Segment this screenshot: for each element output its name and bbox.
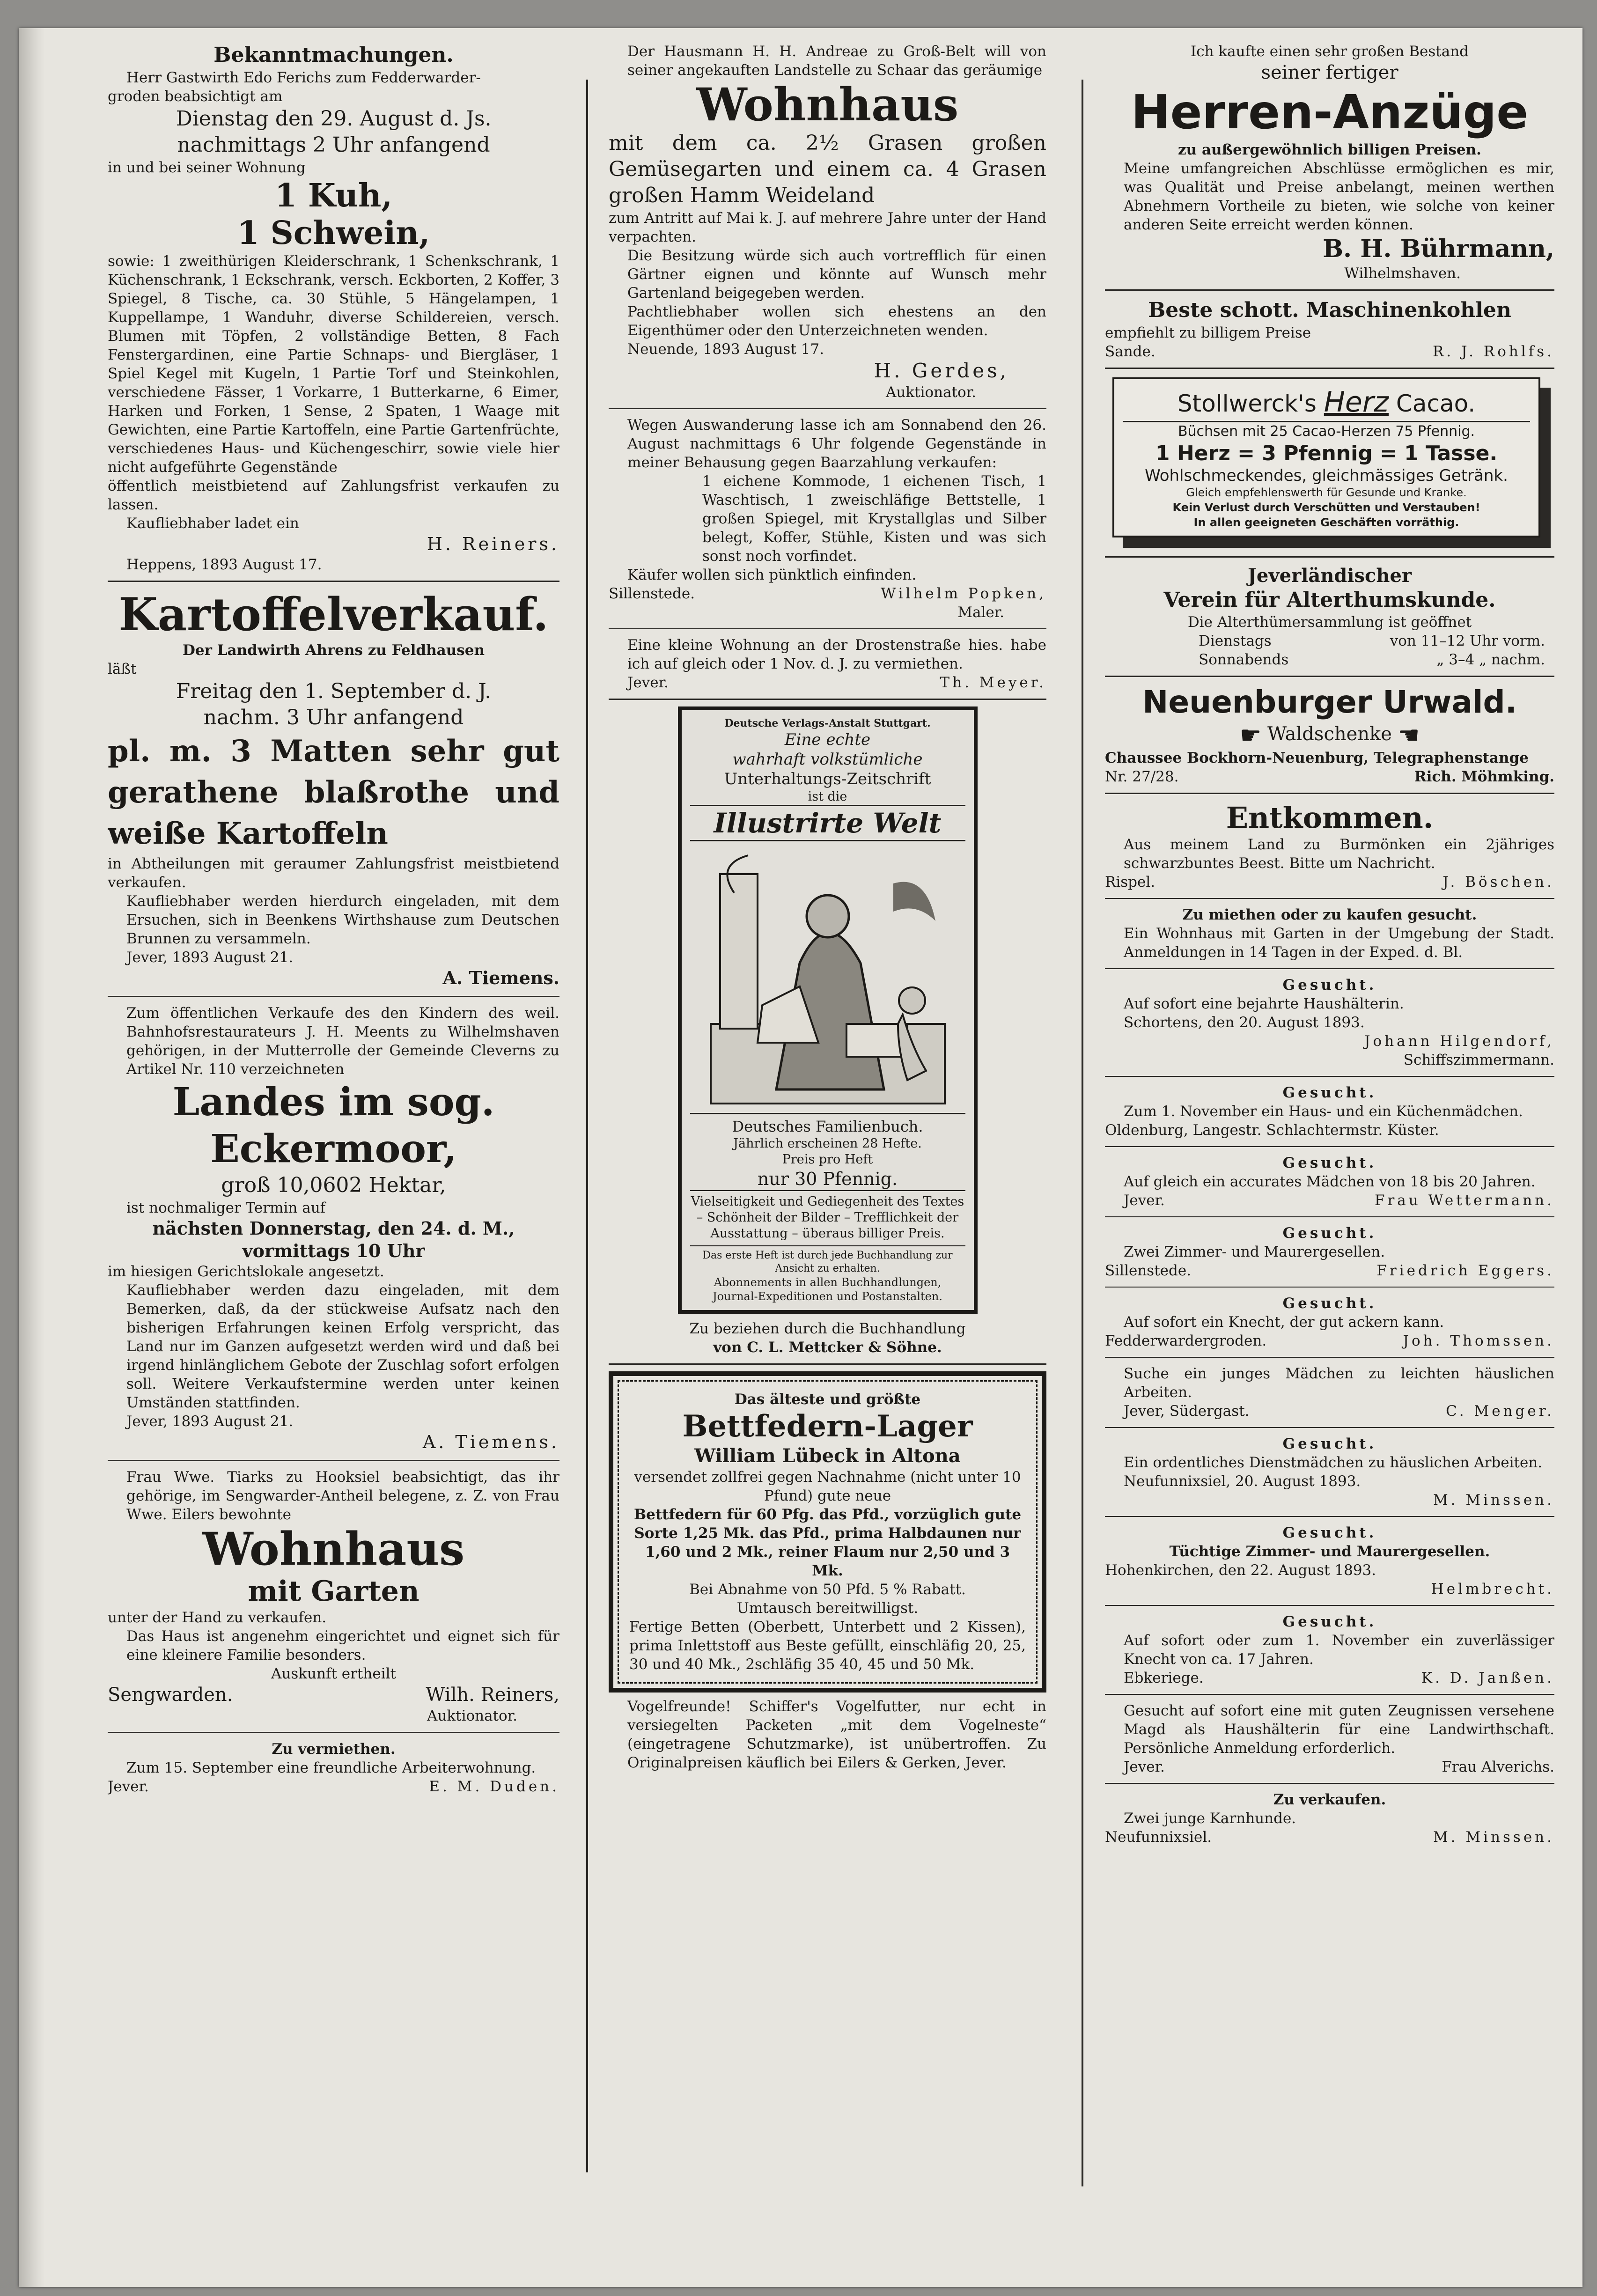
ad-vogelfutter: [609, 1697, 1046, 1772]
ad-heading: Gesucht.: [1282, 1084, 1377, 1101]
ad-place: Wilhelmshaven.: [1344, 265, 1461, 282]
divider: [1105, 1427, 1554, 1428]
ad-text: zu außergewöhnlich billigen Preisen.: [1178, 141, 1481, 158]
ad-text: öffentlich meistbietend auf Zahlungsfrist verkaufen zu lassen.: [108, 478, 559, 513]
ad-gesucht-maedchen: [1105, 1083, 1554, 1140]
table-cell: „ 3–4 „ nachm.: [1436, 651, 1545, 668]
allegorical-figure-illustration: [706, 846, 949, 1108]
ad-wohnhaus-andreae: [609, 42, 1046, 402]
ad-auction-ferichs: [108, 42, 559, 574]
ad-headline: Landes im sog. Eckermoor,: [172, 1080, 495, 1171]
ad-heading: Gesucht.: [1282, 1225, 1377, 1242]
ad-body: Suche ein junges Mädchen zu leichten häuslichen Arbeiten.: [1124, 1365, 1554, 1401]
ad-big-text: pl. m. 3 Matten sehr gut gerathene blaßrothe und weiße Kartoffeln: [108, 734, 559, 851]
ad-place: Oldenburg, Langestr. Schlachtermstr. Küster.: [1105, 1122, 1439, 1139]
ad-role: Auktionator.: [885, 384, 976, 401]
ad-signature: J. Böschen.: [1442, 874, 1554, 890]
ad-zu-verkaufen: [1105, 1790, 1554, 1847]
divider: [1105, 1287, 1554, 1288]
ad-headline: Kartoffelverkauf.: [118, 588, 549, 641]
ad-body: Zwei junge Karnhunde.: [1124, 1810, 1296, 1827]
ad-wohnhaus-tiarks: [108, 1468, 559, 1725]
ad-body: Das Haus ist angenehm eingerichtet und eignet sich für eine kleinere Familie besonders.: [126, 1628, 559, 1663]
ad-item: 1 Schwein,: [237, 214, 430, 252]
ad-place-date: Hohenkirchen, den 22. August 1893.: [1105, 1562, 1376, 1579]
ad-headline: Beste schott. Maschinenkohlen: [1148, 298, 1511, 322]
ad-headline: Wohnhaus: [696, 78, 959, 131]
ad-place: Sillenstede.: [609, 585, 695, 602]
ad-herren-anzuege: [1105, 42, 1554, 283]
ad-body: Pachtliebhaber wollen sich ehestens an den Eigenthümer oder den Unterzeichneten wenden.: [627, 303, 1046, 339]
ad-heading: Gesucht.: [1282, 1613, 1377, 1630]
ad-text: von C. L. Mettcker & Söhne.: [713, 1339, 942, 1356]
ad-time: nachm. 3 Uhr anfangend: [203, 706, 464, 729]
ad-body: Gesucht auf sofort eine mit guten Zeugnissen versehene Magd als Haushälterin für eine Landwirthschaft. Persönliche Anmeldung erforderlich.: [1124, 1702, 1554, 1757]
table-cell: Dienstags: [1199, 633, 1272, 649]
divider: [1105, 1146, 1554, 1147]
ad-signature: Friedrich Eggers.: [1376, 1262, 1554, 1279]
divider: [108, 996, 559, 997]
ad-auswanderung: [609, 416, 1046, 622]
ad-subheadline: mit Garten: [248, 1575, 419, 1608]
ad-kartoffelverkauf: [108, 589, 559, 989]
ad-role: Maler.: [957, 604, 1004, 621]
divider: [1105, 1694, 1554, 1695]
ad-body: Zum 15. September eine freundliche Arbeiterwohnung.: [126, 1759, 536, 1776]
ad-gesucht-accurat: [1105, 1154, 1554, 1210]
divider: [1105, 1605, 1554, 1606]
ad-role: Schiffszimmermann.: [1403, 1052, 1554, 1068]
ad-text: 1 Herz = 3 Pfennig = 1 Tasse.: [1155, 442, 1498, 465]
brand-herz-logo: Herz: [1324, 386, 1389, 419]
ad-date: nächsten Donnerstag, den 24. d. M.,: [152, 1218, 515, 1239]
ad-text: unter der Hand zu verkaufen.: [108, 1609, 327, 1626]
ad-size: groß 10,0602 Hektar,: [221, 1173, 446, 1197]
ad-body: Vogelfreunde! Schiffer's Vogelfutter, nur echt in versiegelten Packeten „mit dem Vogelneste“ (eingetragene Schutzmarke), ist unübertroffen. Zu Originalpreisen käuflich bei Eilers & Gerken, Jever.: [627, 1698, 1046, 1771]
ad-suche-maedchen: [1105, 1364, 1554, 1420]
ad-signature: H. Reiners.: [427, 534, 559, 554]
ad-body: Fertige Betten (Oberbett, Unterbett und 2 Kissen), prima Inlettstoff aus Beste gefüllt, einschläfig 20, 25, 30 und 40 Mk., 2schläfig 35 40, 45 und 50 Mk.: [629, 1619, 1026, 1673]
ad-gesucht-dienstmaedchen: [1105, 1435, 1554, 1509]
poster-price: nur 30 Pfennig.: [757, 1169, 898, 1189]
ad-date: Freitag den 1. September d. J.: [176, 679, 492, 703]
ad-gesucht-gesellen: [1105, 1224, 1554, 1280]
poster-text: Deutsches Familienbuch.: [690, 1113, 965, 1136]
divider: [609, 408, 1046, 409]
ad-text: Herr Gastwirth Edo Ferichs zum Fedderwarder-: [126, 69, 481, 86]
poster-text: Abonnements in allen Buchhandlungen, Journal-Expeditionen und Postanstalten.: [713, 1276, 942, 1303]
ad-place-date: Neuende, 1893 August 17.: [627, 341, 824, 358]
ad-heading: Gesucht.: [1282, 1435, 1377, 1452]
ad-signature: Joh. Thomssen.: [1403, 1332, 1554, 1349]
ad-headline: Wohnhaus: [202, 1523, 465, 1575]
divider: [1105, 968, 1554, 969]
ad-headline: Bettfedern-Lager: [682, 1409, 973, 1444]
ad-text: seiner fertiger: [1261, 62, 1398, 83]
ad-text: In allen geeigneten Geschäften vorräthig.: [1193, 516, 1459, 529]
ad-text: Kein Verlust durch Verschütten und Verstauben!: [1172, 501, 1480, 514]
ad-bettfedern-lager: [609, 1371, 1046, 1693]
ad-place-date: Heppens, 1893 August 17.: [126, 556, 322, 573]
ad-signature: Rich. Möhmking.: [1414, 768, 1554, 785]
ad-body: sowie: 1 zweithürigen Kleiderschrank, 1 Schenkschrank, 1 Küchenschrank, 1 Eckschrank, versch. Eckborten, 2 Koffer, 3 Spiegel, 8 Tische, ca. 30 Stühle, 5 Hängelampen, 1 Kuppellampe, 1 Wanduhr, diverse Schildereien, versch. Blumen mit Töpfen, 2 vollständige Betten, 8 Fach Fenstergardinen, eine Partie Schnaps- und Biergläser, 1 Spiel Kegel mit Kugeln, 1 Partie Torf und Steinkohlen, verschiedene Fässer, 1 Vorkarre, 1 Butterkarne, 6 Eimer, Harken und Forken, 1 Sense, 2 Spaten, 1 Waage mit Gewichten, eine Partie Kartoffeln, eine Partie Gartenfrüchte, verschiedenes Haus- und Küchengeschirr, sowie viele hier nicht aufgeführte Gegenstände: [108, 253, 559, 476]
ad-intro: Der Hausmann H. H. Andreae zu Groß-Belt will von seiner angekauften Landstelle zu Schaar das geräumige: [627, 43, 1046, 79]
ad-signature: R. J. Rohlfs.: [1433, 343, 1554, 360]
publisher-text: Deutsche Verlags-Anstalt Stuttgart.: [724, 717, 931, 729]
ad-text: in und bei seiner Wohnung: [108, 159, 306, 176]
ad-illustrirte-welt: [678, 706, 978, 1314]
divider: [1105, 556, 1554, 558]
ad-signature: H. Gerdes,: [874, 359, 1009, 382]
ad-text: Auskunft ertheilt: [271, 1665, 396, 1682]
ad-wohnung-meyer: [609, 636, 1046, 692]
poster-text: ist die: [808, 789, 847, 804]
ad-time: vormittags 10 Uhr: [242, 1240, 425, 1261]
ad-text: ist nochmaliger Termin auf: [126, 1200, 326, 1216]
ad-place: Sillenstede.: [1105, 1262, 1192, 1279]
page-spine-shadow: [19, 28, 44, 2287]
ad-signature: Johann Hilgendorf,: [1364, 1033, 1554, 1050]
ad-signature: M. Minssen.: [1433, 1492, 1554, 1509]
ad-body: Meine umfangreichen Abschlüsse ermöglichen es mir, was Qualität und Preise anbelangt, meinen werthen Abnehmern Vortheile zu bieten, wie solche von keiner anderen Seite erreicht werden können.: [1124, 160, 1554, 233]
ad-intro: Wegen Auswanderung lasse ich am Sonnabend den 26. August nachmittags 6 Uhr folgende Gegenstände in meiner Behausung gegen Baarzahlung verkaufen:: [627, 417, 1046, 471]
ad-place: Jever.: [108, 1778, 149, 1795]
ad-stollwerck-cacao: [1112, 377, 1540, 537]
divider: [1105, 1076, 1554, 1077]
ad-body: Umtausch bereitwilligst.: [736, 1600, 919, 1617]
ad-text: zum Antritt auf Mai k. J. auf mehrere Jahre unter der Hand verpachten.: [609, 210, 1046, 245]
ad-body: Zum 1. November ein Haus- und ein Küchenmädchen.: [1124, 1103, 1523, 1120]
ad-time: nachmittags 2 Uhr anfangend: [177, 133, 490, 157]
ad-body: Ein ordentliches Dienstmädchen zu häuslichen Arbeiten.: [1124, 1454, 1543, 1471]
ad-subheadline: Waldschenke: [1267, 723, 1392, 745]
divider: [1105, 1783, 1554, 1784]
ad-body: Auf sofort ein Knecht, der gut ackern kann.: [1124, 1314, 1444, 1331]
ad-signature: Th. Meyer.: [940, 674, 1046, 691]
divider: [1105, 1216, 1554, 1217]
pointing-hand-left-icon: ☚: [1398, 721, 1420, 750]
divider: [108, 1732, 559, 1733]
divider: [1105, 368, 1554, 369]
ad-body: Tüchtige Zimmer- und Maurergesellen.: [1169, 1543, 1490, 1560]
divider: [1105, 676, 1554, 677]
ad-text: Zu beziehen durch die Buchhandlung: [689, 1320, 966, 1337]
ad-text: Ich kaufte einen sehr großen Bestand: [1190, 43, 1469, 60]
ad-signature: K. D. Janßen.: [1421, 1670, 1554, 1686]
brand-product: Cacao.: [1396, 390, 1476, 417]
ad-text: Käufer wollen sich pünktlich einfinden.: [627, 567, 917, 583]
poster-text: Jährlich erscheinen 28 Hefte.: [733, 1136, 922, 1151]
ad-text: Der Landwirth Ahrens zu Feldhausen: [182, 642, 485, 659]
ad-gesucht-tuechtige: [1105, 1523, 1554, 1598]
ad-intro: Frau Wwe. Tiarks zu Hooksiel beabsichtigt, das ihr gehörige, im Sengwarder-Antheil belegene, z. Z. von Frau Wwe. Eilers bewohnte: [126, 1469, 559, 1523]
section-heading: Bekanntmachungen.: [213, 43, 454, 67]
ad-items: 1 eichene Kommode, 1 eichenen Tisch, 1 Waschtisch, 1 zweischläfige Bettstelle, 1 großen Spiegel, mit Krystallglas und Silber belegt, Koffer, Stühle, Kisten und was sich sonst noch vorfindet.: [702, 473, 1046, 565]
ad-place-date: Neufunnixsiel, 20. August 1893.: [1124, 1473, 1361, 1490]
ad-place: Jever.: [1124, 1192, 1165, 1209]
ad-gesucht-magd: [1105, 1701, 1554, 1776]
divider: [609, 1363, 1046, 1365]
ad-text: empfiehlt zu billigem Preise: [1105, 324, 1311, 341]
ad-body: Aus meinem Land zu Burmönken ein 2jähriges schwarzbuntes Beest. Bitte um Nachricht.: [1124, 836, 1554, 872]
ad-place: Rispel.: [1105, 874, 1155, 890]
ad-heading: Gesucht.: [1282, 977, 1377, 993]
ad-body: Kaufliebhaber werden hierdurch eingeladen, mit dem Ersuchen, sich in Beenkens Wirthshause zum Deutschen Brunnen zu versammeln.: [126, 893, 559, 947]
ad-body: Auf sofort oder zum 1. November ein zuverlässiger Knecht von ca. 17 Jahren.: [1124, 1632, 1554, 1668]
column-left: [108, 42, 559, 2205]
ad-headline: Neuenburger Urwald.: [1142, 684, 1517, 720]
ad-place: Neufunnixsiel.: [1105, 1829, 1212, 1846]
ad-heading: Zu miethen oder zu kaufen gesucht.: [1182, 906, 1477, 923]
ad-text: Nr. 27/28.: [1105, 768, 1179, 785]
ad-heading: Gesucht.: [1282, 1295, 1377, 1312]
column-rule: [586, 80, 588, 2172]
ad-eckermoor: [108, 1004, 559, 1453]
ad-heading: Zu vermiethen.: [272, 1741, 396, 1758]
ad-text: groden beabsichtigt am: [108, 88, 283, 105]
ad-heading: Gesucht.: [1282, 1155, 1377, 1171]
ad-body: Bettfedern für 60 Pfg. das Pfd., vorzüglich gute Sorte 1,25 Mk. das Pfd., prima Halbdaunen nur 1,60 und 2 Mk., reiner Flaum nur 2,50 und 3 Mk.: [633, 1506, 1022, 1579]
ad-gesucht-zuverlaessig: [1105, 1612, 1554, 1687]
table-cell: Sonnabends: [1199, 651, 1289, 668]
ad-gesucht-knecht: [1105, 1294, 1554, 1350]
ad-neuenburger-urwald: [1105, 684, 1554, 786]
ad-signature: Wilh. Reiners,: [426, 1684, 559, 1706]
column-right: [1105, 42, 1554, 2243]
poster-text: wahrhaft volkstümliche: [732, 750, 923, 769]
poster-text: Eine echte: [784, 730, 871, 749]
ad-body: Kaufliebhaber werden dazu eingeladen, mit dem Bemerken, daß, da der stückweise Aufsatz nach den bisherigen Erfahrungen keinen Erfolg verspricht, das Land nur im Ganzen aufgesetzt werden wird und daß bei irgend hinlänglichem Gebote der Zuschlag sofort erfolgen soll. Weitere Verkaufstermine werden unter keinen Umständen stattfinden.: [126, 1282, 559, 1411]
divider: [1105, 898, 1554, 899]
poster-text: Das erste Heft ist durch jede Buchhandlung zur Ansicht zu erhalten.: [690, 1245, 965, 1275]
divider: [108, 1460, 559, 1461]
ad-text: Büchsen mit 25 Cacao-Herzen 75 Pfennig.: [1178, 423, 1475, 440]
ad-heading: Zu verkaufen.: [1273, 1791, 1386, 1808]
ad-body: Auf gleich ein accurates Mädchen von 18 bis 20 Jahren.: [1124, 1173, 1536, 1190]
ad-body: Ein Wohnhaus mit Garten in der Umgebung der Stadt. Anmeldungen in 14 Tagen in der Exped. d. Bl.: [1124, 925, 1554, 961]
ad-entkommen: [1105, 801, 1554, 891]
divider: [1105, 793, 1554, 794]
ad-text: Kaufliebhaber ladet ein: [126, 515, 299, 532]
ad-text: Chaussee Bockhorn-Neuenburg, Telegraphenstange: [1105, 750, 1529, 766]
ad-text: läßt: [108, 661, 137, 677]
poster-text: Preis pro Heft: [782, 1152, 873, 1167]
brand-name: Stollwerck's: [1177, 390, 1317, 417]
ad-signature: E. M. Duden.: [429, 1778, 559, 1795]
ad-signature: Frau Alverichs.: [1442, 1759, 1554, 1775]
ad-body: versendet zollfrei gegen Nachnahme (nicht unter 10 Pfund) gute neue: [634, 1469, 1021, 1504]
ad-body: Eine kleine Wohnung an der Drostenstraße hies. habe ich auf gleich oder 1 Nov. d. J. zu vermiethen.: [627, 637, 1046, 672]
column-rule: [1082, 80, 1083, 2186]
ad-alterthumskunde: [1105, 564, 1554, 669]
ad-maschinenkohlen: [1105, 297, 1554, 361]
ad-place-date: Jever, 1893 August 21.: [126, 949, 294, 966]
ad-subheadline: mit dem ca. 2½ Grasen großen Gemüsegarten und einem ca. 4 Grasen großen Hamm Weideland: [609, 131, 1046, 207]
ad-text: Das älteste und größte: [734, 1391, 921, 1408]
poster-text: Vielseitigkeit und Gediegenheit des Textes – Schönheit der Bilder – Trefflichkeit der Ausstattung – überaus billiger Preis.: [690, 1190, 965, 1242]
ad-role: Auktionator.: [427, 1707, 517, 1724]
ad-text: Die Alterthümersammlung ist geöffnet: [1187, 614, 1472, 631]
ad-headline: Entkommen.: [1226, 801, 1434, 835]
poster-title: Illustrirte Welt: [690, 805, 965, 841]
ad-signature: Helmbrecht.: [1431, 1581, 1554, 1597]
ad-place: Jever, Südergast.: [1124, 1403, 1250, 1420]
ad-signature: A. Tiemens.: [422, 1432, 559, 1452]
divider: [108, 581, 559, 582]
ad-body: Die Besitzung würde sich auch vortrefflich für einen Gärtner eignen und könnte auf Wunsch mehr Gartenland beigegeben werden.: [627, 247, 1046, 302]
ad-text: Gleich empfehlenswerth für Gesunde und Kranke.: [1186, 486, 1467, 499]
pointing-hand-right-icon: ☛: [1239, 721, 1262, 750]
ad-place: Fedderwardergroden.: [1105, 1332, 1267, 1349]
ad-place: Sengwarden.: [108, 1684, 233, 1706]
ad-body: Zwei Zimmer- und Maurergesellen.: [1124, 1244, 1385, 1260]
ad-heading: Gesucht.: [1282, 1524, 1377, 1541]
ad-headline: Herren-Anzüge: [1131, 85, 1529, 140]
column-middle: [609, 42, 1046, 2219]
ad-signature: C. Menger.: [1446, 1403, 1554, 1420]
ad-date: Dienstag den 29. August d. Js.: [176, 107, 492, 131]
ad-signature: M. Minssen.: [1433, 1829, 1554, 1846]
ad-place-date: Schortens, den 20. August 1893.: [1124, 1014, 1365, 1031]
ad-signature: B. H. Bührmann,: [1323, 235, 1554, 263]
ad-place: Sande.: [1105, 343, 1155, 360]
ad-firm: William Lübeck in Altona: [694, 1445, 961, 1467]
divider: [1105, 1516, 1554, 1517]
ad-place: Jever.: [627, 674, 669, 691]
ad-zu-vermiethen: [108, 1740, 559, 1796]
ad-text: im hiesigen Gerichtslokale angesetzt.: [108, 1263, 384, 1280]
ad-signature: A. Tiemens.: [442, 967, 559, 988]
ad-heading: Jeverländischer: [1248, 565, 1412, 587]
ad-zu-miethen-gesucht: [1105, 905, 1554, 962]
poster-text: Unterhaltungs-Zeitschrift: [724, 770, 931, 788]
divider: [1105, 289, 1554, 291]
ad-signature: Wilhelm Popken,: [881, 585, 1046, 602]
ad-gesucht-haushaelterin: [1105, 976, 1554, 1069]
divider: [609, 699, 1046, 700]
ad-place: Ebkeriege.: [1124, 1670, 1204, 1686]
ad-signature: Frau Wettermann.: [1374, 1192, 1554, 1209]
ad-body: in Abtheilungen mit geraumer Zahlungsfrist meistbietend verkaufen.: [108, 855, 559, 891]
ad-body: Bei Abnahme von 50 Pfd. 5 % Rabatt.: [689, 1581, 966, 1598]
ad-body: Auf sofort eine bejahrte Haushälterin.: [1124, 995, 1404, 1012]
table-cell: von 11–12 Uhr vorm.: [1390, 633, 1545, 649]
divider: [609, 628, 1046, 629]
divider: [1105, 1357, 1554, 1358]
ad-text: Wohlschmeckendes, gleichmässiges Getränk.: [1145, 466, 1508, 485]
ad-heading: Verein für Alterthumskunde.: [1163, 588, 1496, 612]
ad-place-date: Jever, 1893 August 21.: [126, 1413, 294, 1430]
ad-intro: Zum öffentlichen Verkaufe des den Kindern des weil. Bahnhofsrestaurateurs J. H. Meents zu Wilhelmshaven gehörigen, in der Mutterrolle der Gemeinde Cleverns zu Artikel Nr. 110 verzeichneten: [126, 1005, 559, 1078]
ad-place: Jever.: [1124, 1759, 1165, 1775]
ad-item: 1 Kuh,: [274, 177, 393, 214]
